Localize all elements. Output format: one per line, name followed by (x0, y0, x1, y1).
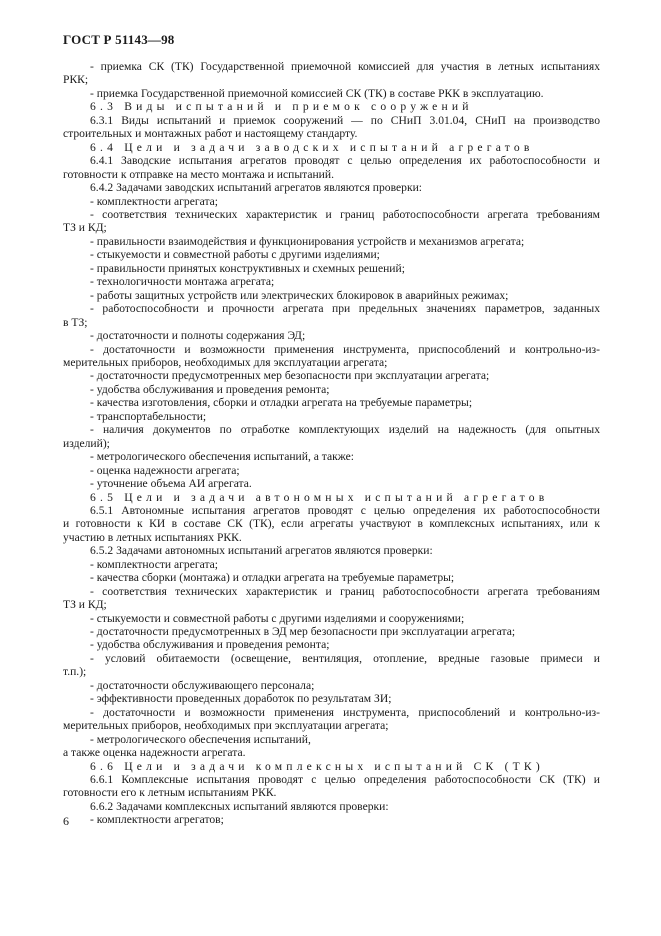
text-line: - эффективности проведенных доработок по результатам ЗИ; (90, 692, 392, 706)
text-line: 6.6.1 Комплексные испытания проводят с целью определения работоспособности СК (ТК) и (90, 773, 600, 787)
text-line: - правильности взаимодействия и функционирования устройств и механизмов агрегата; (90, 234, 525, 248)
page-number: 6 (63, 814, 69, 828)
text-line: - транспортабельности; (90, 409, 207, 423)
text-line: 6.5.1 Автономные испытания агрегатов проводят с целью определения их работоспособности (90, 503, 600, 517)
text-line: ТЗ и КД; (63, 598, 107, 612)
text-line: - оценка надежности агрегата; (90, 463, 240, 477)
text-line: 6.3.1 Виды испытаний и приемок сооружений — по СНиП 3.01.04, СНиП на производство (90, 113, 600, 127)
text-line: готовности к отправке на место монтажа и испытаний. (63, 167, 334, 181)
text-line: - удобства обслуживания и проведения ремонта; (90, 638, 330, 652)
text-line: - удобства обслуживания и проведения ремонта; (90, 382, 330, 396)
text-line: в ТЗ; (63, 315, 88, 329)
text-line: 6.5 Цели и задачи автономных испытаний агрегатов (90, 490, 549, 504)
text-line: участию в летных испытаниях РКК. (63, 530, 242, 544)
text-line: готовности его к летным испытаниям РКК. (63, 786, 277, 800)
document-body (63, 60, 600, 827)
text-line: - наличия документов по отработке комплектующих изделий на надежность (для опытных (90, 423, 600, 437)
text-line: - приемка Государственной приемочной комиссией СК (ТК) в составе РКК в эксплуатацию. (90, 86, 544, 100)
text-line: - соответствия технических характеристик и границ работоспособности агрегата требованиям (90, 207, 600, 221)
text-line: а также оценка надежности агрегата. (63, 746, 246, 760)
text-line: т.п.); (63, 665, 87, 679)
text-line: - достаточности и полноты содержания ЭД; (90, 329, 306, 343)
text-line: - достаточности обслуживающего персонала; (90, 678, 315, 692)
text-line: - стыкуемости и совместной работы с другими изделиями и сооружениями; (90, 611, 465, 625)
text-line: РКК; (63, 73, 89, 87)
text-line: - условий обитаемости (освещение, вентиляция, отопление, вредные газовые примеси и (90, 651, 600, 665)
text-line: - работы защитных устройств или электрических блокировок в аварийных режимах; (90, 288, 509, 302)
text-line: 6.6 Цели и задачи комплексных испытаний СК (ТК) (90, 759, 544, 773)
text-line: - достаточности предусмотренных в ЭД мер безопасности при эксплуатации агрегата; (90, 625, 516, 639)
text-line: - соответствия технических характеристик и границ работоспособности агрегата требованиям (90, 584, 600, 598)
text-line: - стыкуемости и совместной работы с другими изделиями; (90, 248, 380, 262)
text-line: - качества изготовления, сборки и отладки агрегата на требуемые параметры; (90, 396, 473, 410)
text-line: строительных и монтажных работ и настоящему стандарту. (63, 127, 358, 141)
text-line: - метрологического обеспечения испытаний, а также: (90, 450, 355, 464)
text-line: - работоспособности и прочности агрегата при предельных значениях параметров, заданных (90, 302, 600, 316)
text-line: 6.4.1 Заводские испытания агрегатов проводят с целью определения их работоспособности и (90, 154, 600, 168)
text-line: и готовности к КИ в составе СК (ТК), если агрегаты участвуют в комплексных испытаниях, или к (63, 517, 600, 531)
text-line: - достаточности и возможности применения инструмента, приспособлений и контрольно-из- (90, 705, 600, 719)
text-line: - уточнение объема АИ агрегата. (90, 477, 252, 491)
text-line: - приемка СК (ТК) Государственной приемочной комиссией для участия в летных испытаниях (90, 60, 600, 73)
text-line: мерительных приборов, необходимых при эксплуатации агрегата; (63, 719, 389, 733)
text-line: мерительных приборов, необходимых для эксплуатации агрегата; (63, 355, 388, 369)
text-line: изделий); (63, 436, 110, 450)
text-line: - правильности принятых конструктивных и схемных решений; (90, 261, 405, 275)
text-line: 6.6.2 Задачами комплексных испытаний являются проверки: (90, 799, 389, 813)
text-line: - достаточности и возможности применения инструмента, приспособлений и контрольно-из- (90, 342, 600, 356)
text-line: - достаточности предусмотренных мер безопасности при эксплуатации агрегата; (90, 369, 490, 383)
text-line: - комплектности агрегата; (90, 557, 219, 571)
text-line: 6.4 Цели и задачи заводских испытаний агрегатов (90, 140, 534, 154)
text-line: - комплектности агрегатов; (90, 813, 224, 827)
document-header: ГОСТ Р 51143—98 (63, 32, 175, 47)
text-line: - качества сборки (монтажа) и отладки агрегата на требуемые параметры; (90, 571, 455, 585)
text-line: ТЗ и КД; (63, 221, 107, 235)
text-line: - технологичности монтажа агрегата; (90, 275, 275, 289)
text-line: 6.3 Виды испытаний и приемок сооружений (90, 100, 473, 114)
text-line: - комплектности агрегата; (90, 194, 219, 208)
text-line: 6.5.2 Задачами автономных испытаний агрегатов являются проверки: (90, 544, 433, 558)
text-line: 6.4.2 Задачами заводских испытаний агрегатов являются проверки: (90, 181, 423, 195)
text-line: - метрологического обеспечения испытаний, (90, 732, 311, 746)
